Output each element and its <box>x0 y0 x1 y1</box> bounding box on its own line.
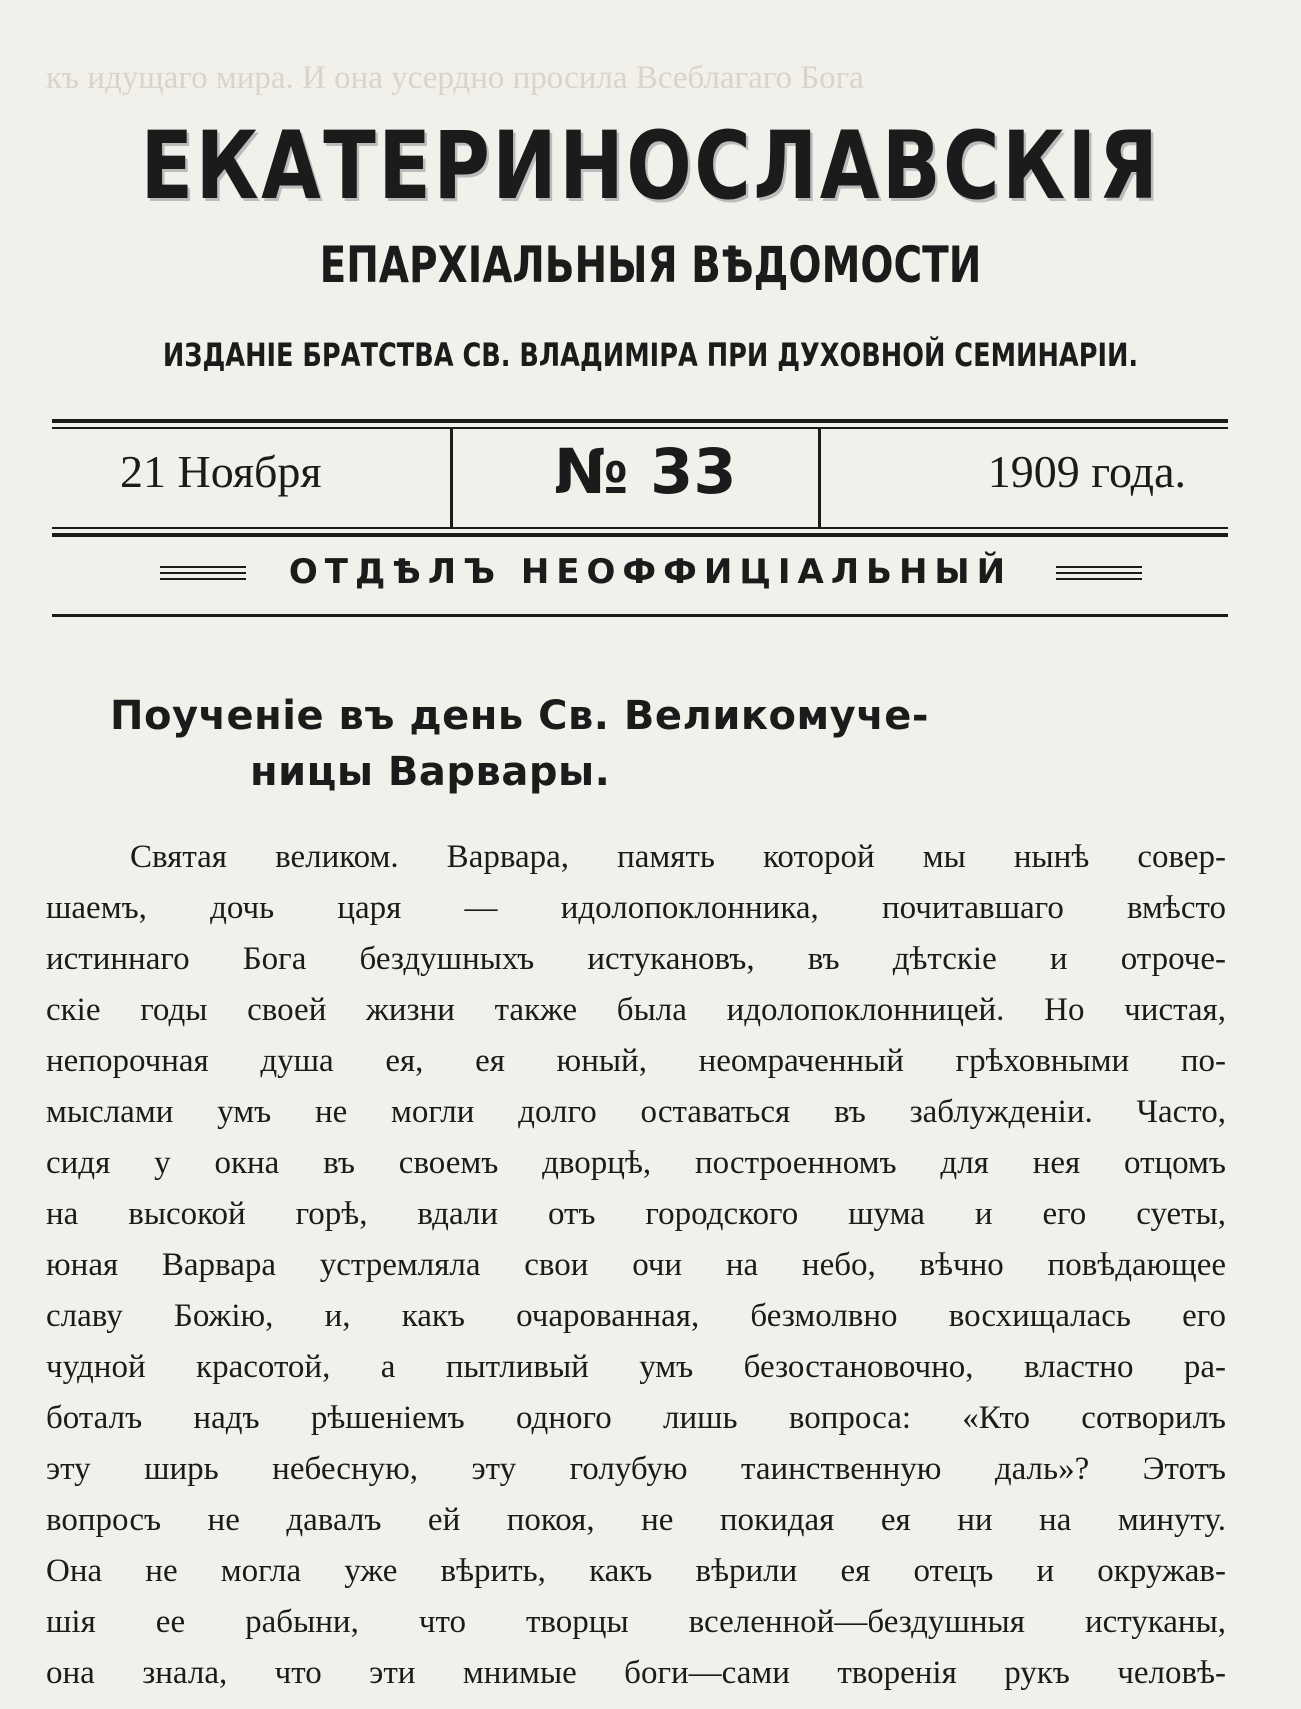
issue-divider <box>818 427 821 527</box>
body-line: скіе годы своей жизни также была идолопоклонницей. Но чистая, <box>46 992 1226 1028</box>
issue-divider <box>450 427 453 527</box>
body-line: она знала, что эти мнимые боги—сами творенія рукъ человѣ- <box>46 1655 1226 1691</box>
issue-date: 21 Ноября <box>120 446 322 497</box>
body-line: вопросъ не давалъ ей покоя, не покидая ея ни на минуту. <box>46 1502 1226 1538</box>
newspaper-subtitle: ЕПАРХІАЛЬНЫЯ ВѢДОМОСТИ <box>319 236 982 294</box>
body-line: шаемъ, дочь царя — идолопоклонника, почитавшаго вмѣсто <box>46 890 1226 926</box>
article-title-line: Поученіе въ день Св. Великомуче- <box>110 693 929 739</box>
body-line: эту ширь небесную, эту голубую таинственную даль»? Этотъ <box>46 1451 1226 1487</box>
body-line: непорочная душа ея, ея юный, неомраченный грѣховными по- <box>46 1043 1226 1079</box>
newspaper-title: ЕКАТЕРИНОСЛАВСКІЯ <box>140 112 1161 221</box>
header-rule-thick <box>52 419 1228 423</box>
body-line: сидя у окна въ своемъ дворцѣ, построенномъ для нея отцомъ <box>46 1145 1226 1181</box>
section-heading: ОТДѢЛЪ НЕОФФИЦІАЛЬНЫЙ <box>288 552 1013 592</box>
article-title <box>110 688 1210 800</box>
section-rule <box>52 614 1228 617</box>
body-line: боталъ надъ рѣшеніемъ одного лишь вопроса: «Кто сотворилъ <box>46 1400 1226 1436</box>
article-title-line: ницы Варвары. <box>250 749 611 795</box>
body-line: мыслами умъ не могли долго оставаться въ заблужденіи. Часто, <box>46 1094 1226 1130</box>
body-line: юная Варвара устремляла свои очи на небо, вѣчно повѣдающее <box>46 1247 1226 1283</box>
issue-rule-thick <box>52 533 1228 537</box>
article-body <box>46 832 1226 1699</box>
issue-rule-thin <box>52 527 1228 529</box>
section-ornament-right <box>1056 566 1142 580</box>
issue-number: № 33 <box>554 435 737 508</box>
body-line: шія ее рабыни, что творцы вселенной—бездушныя истуканы, <box>46 1604 1226 1640</box>
body-line: чудной красотой, а пытливый умъ безостановочно, властно ра- <box>46 1349 1226 1385</box>
body-line: Святая великом. Варвара, память которой мы нынѣ совер- <box>130 839 1226 875</box>
issue-info-row <box>52 427 1228 527</box>
bleed-through-text: къ идущаго мира. И она усердно просила Всеблагаго Бога <box>46 60 864 96</box>
publisher-line: ИЗДАНІЕ БРАТСТВА СВ. ВЛАДИМІРА ПРИ ДУХОВНОЙ СЕМИНАРІИ. <box>162 336 1139 374</box>
issue-year: 1909 года. <box>987 446 1186 497</box>
body-line: истиннаго Бога бездушныхъ истукановъ, въ дѣтскіе и отроче- <box>46 941 1226 977</box>
body-line: Она не могла уже вѣрить, какъ вѣрили ея отецъ и окружав- <box>46 1553 1226 1589</box>
body-line: на высокой горѣ, вдали отъ городского шума и его суеты, <box>46 1196 1226 1232</box>
body-line: славу Божію, и, какъ очарованная, безмолвно восхищалась его <box>46 1298 1226 1334</box>
